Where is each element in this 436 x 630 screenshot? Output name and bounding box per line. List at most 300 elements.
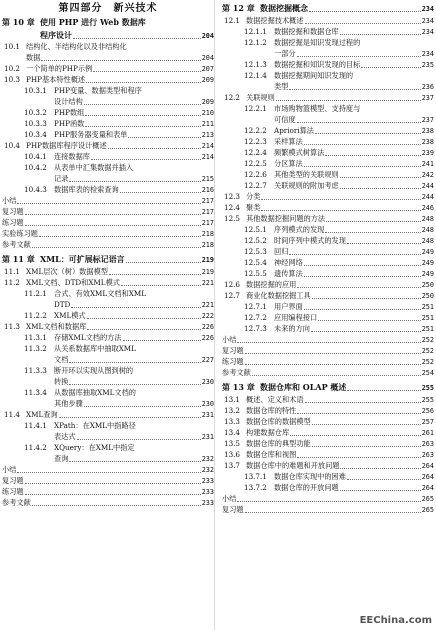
- toc-entry: [222, 438, 434, 449]
- toc-entry: [222, 482, 434, 493]
- entry-number: 12.2.5: [244, 159, 267, 168]
- dot-leader: [315, 127, 421, 134]
- entry-number: 13.4: [224, 428, 241, 437]
- dot-leader: [245, 347, 421, 354]
- dot-leader: [123, 334, 201, 341]
- entry-title: 参考文献: [2, 498, 31, 507]
- entry-number: 12.1.4: [244, 71, 267, 80]
- page-number: 249: [421, 248, 434, 256]
- entry-title: PHP数组: [54, 108, 85, 117]
- entry-number: 11.4: [4, 410, 21, 419]
- page-number: 234: [421, 28, 434, 36]
- entry-number: 11.3.3: [24, 366, 47, 375]
- dot-leader: [261, 193, 420, 200]
- dot-leader: [41, 54, 200, 61]
- entry-title: 使用 PHP 进行 Web 数据库: [40, 17, 146, 27]
- dot-leader: [340, 182, 421, 189]
- entry-title: XML文档和数据库: [26, 322, 87, 331]
- toc-entry: [2, 332, 214, 343]
- toc-entry: [222, 268, 434, 279]
- toc-entry: [222, 191, 434, 202]
- page-number: 219: [201, 268, 214, 276]
- toc-entry: [2, 63, 214, 74]
- page-number: 234: [421, 50, 434, 58]
- entry-title: 合式、有效XML文档和XML: [54, 289, 146, 298]
- dot-leader: [326, 215, 421, 222]
- page-number: 248: [421, 215, 434, 223]
- entry-title: 遗传算法: [274, 269, 303, 278]
- toc-entry: [2, 442, 214, 453]
- page-number: 251: [421, 325, 434, 333]
- page-number: 211: [201, 120, 214, 128]
- page-number: 252: [421, 358, 434, 366]
- entry-title: 表达式: [54, 432, 76, 441]
- dot-leader: [17, 197, 200, 204]
- toc-entry: [222, 103, 434, 114]
- toc-entry: [2, 475, 214, 486]
- entry-number: 12.1.3: [244, 60, 267, 69]
- entry-number: 12.7.1: [244, 302, 267, 311]
- entry-number: 11.4.2: [24, 443, 47, 452]
- toc-entry: [2, 321, 214, 332]
- toc-entry: [2, 96, 214, 107]
- entry-title: 数据: [26, 53, 41, 62]
- entry-title: 数据仓库和视图: [246, 450, 297, 459]
- toc-left-column: [2, 2, 214, 508]
- toc-entry: [2, 431, 214, 442]
- chapter-entry: [2, 16, 214, 29]
- toc-entry: [2, 464, 214, 475]
- dot-leader: [120, 186, 201, 193]
- dot-leader: [32, 499, 201, 506]
- toc-entry: [222, 367, 434, 378]
- dot-leader: [87, 312, 201, 319]
- watermark: EEChina.com: [359, 615, 432, 626]
- toc-entry: [222, 449, 434, 460]
- toc-entry: [222, 213, 434, 224]
- toc-entry: [2, 129, 214, 140]
- toc-entry: [2, 140, 214, 151]
- entry-title: 结构化、半结构化以及非结构化: [26, 42, 127, 51]
- entry-title: 数据仓库的特性: [246, 406, 297, 415]
- entry-number: 12.2.6: [244, 170, 267, 179]
- dot-leader: [71, 301, 200, 308]
- dot-leader: [312, 440, 421, 447]
- entry-title: 转换: [54, 377, 69, 386]
- entry-title: 文档: [54, 355, 69, 364]
- page-number: 217: [201, 197, 214, 205]
- toc-entry: [2, 118, 214, 129]
- dot-leader: [305, 396, 421, 403]
- toc-entry: [222, 301, 434, 312]
- entry-title: 从关系数据库中抽取XML: [54, 344, 136, 353]
- entry-title: 参考文献: [2, 240, 31, 249]
- dot-leader: [109, 268, 201, 275]
- entry-title: 数据仓库的开放问题: [274, 483, 339, 492]
- page-number: 254: [421, 369, 434, 377]
- entry-title: 记录: [54, 174, 69, 183]
- dot-leader: [86, 76, 201, 83]
- toc-entry: [2, 277, 214, 288]
- entry-title: 从数据库抽取XML文档的: [54, 388, 136, 397]
- entry-number: 12.7: [224, 291, 241, 300]
- entry-title: 数据挖掘技术概述: [246, 16, 304, 25]
- page-number: 265: [421, 495, 434, 503]
- entry-number: 12.5.2: [244, 236, 267, 245]
- toc-entry: [222, 394, 434, 405]
- entry-title: 关联规则: [246, 93, 275, 102]
- entry-number: 12.1: [224, 16, 241, 25]
- entry-number: 12.2.1: [244, 104, 267, 113]
- page-number: 231: [201, 433, 214, 441]
- toc-entry: [222, 235, 434, 246]
- entry-title: 数据挖掘和知识发现的目标: [274, 60, 361, 69]
- toc-entry: [2, 29, 214, 41]
- entry-number: 11.4.1: [24, 421, 47, 430]
- entry-title: 复习题: [222, 505, 244, 514]
- page-number: 232: [201, 455, 214, 463]
- entry-number: 10.4.1: [24, 152, 47, 161]
- part-title: 第四部分 新兴技术: [58, 3, 158, 14]
- page-number: 237: [421, 116, 434, 124]
- dot-leader: [261, 204, 420, 211]
- page-number: 204: [201, 32, 214, 40]
- page-number: 264: [421, 484, 434, 492]
- toc-entry: [222, 405, 434, 416]
- page-number: 242: [421, 171, 434, 179]
- toc-entry: [222, 70, 434, 81]
- entry-number: 13.3: [224, 417, 241, 426]
- entry-title: 从表单中汇集数据并插入: [54, 163, 134, 172]
- toc-entry: [222, 202, 434, 213]
- page-number: 218: [201, 230, 214, 238]
- dot-leader: [304, 138, 421, 145]
- dot-leader: [25, 208, 201, 215]
- page-number: 210: [201, 109, 214, 117]
- entry-number: 13.7.1: [244, 472, 267, 481]
- page-number: 239: [421, 149, 434, 157]
- dot-leader: [126, 256, 201, 263]
- entry-title: 构建数据仓库: [246, 428, 290, 437]
- toc-entry: [222, 416, 434, 427]
- dot-leader: [59, 411, 201, 418]
- entry-number: 12.5: [224, 214, 241, 223]
- entry-title: 其他数据挖掘问题的方法: [246, 214, 326, 223]
- toc-entry: [2, 387, 214, 398]
- toc-entry: [2, 195, 214, 206]
- page-number: 232: [201, 466, 214, 474]
- entry-number: 第 11 章: [2, 254, 35, 264]
- toc-entry: [222, 504, 434, 515]
- dot-leader: [340, 484, 421, 491]
- page-number: 227: [201, 356, 214, 364]
- entry-number: 11.2.1: [24, 289, 47, 298]
- toc-entry: [2, 354, 214, 365]
- page-number: 233: [201, 499, 214, 507]
- page-number: 216: [201, 186, 214, 194]
- entry-title: 参考文献: [222, 368, 251, 377]
- dot-leader: [32, 241, 201, 248]
- dot-leader: [252, 369, 421, 376]
- toc-entry: [2, 343, 214, 354]
- toc-entry: [2, 162, 214, 173]
- dot-leader: [121, 279, 201, 286]
- entry-title: XML层次（树）数据模型: [26, 267, 108, 276]
- page-number: 256: [421, 407, 434, 415]
- entry-title: 关联规则的附加考虑: [274, 181, 339, 190]
- entry-title: 小结: [222, 494, 237, 503]
- page-number: 219: [201, 256, 214, 264]
- entry-title: XPath：在XML中指路径: [54, 421, 136, 430]
- page-number: 251: [421, 314, 434, 322]
- toc-entry: [2, 310, 214, 321]
- page-number: 251: [421, 303, 434, 311]
- dot-leader: [297, 116, 421, 123]
- entry-title: 小结: [2, 465, 17, 474]
- entry-number: 11.1: [4, 267, 21, 276]
- page-number: 263: [421, 440, 434, 448]
- dot-leader: [17, 466, 200, 473]
- dot-leader: [361, 61, 420, 68]
- entry-title: 复习题: [222, 346, 244, 355]
- dot-leader: [276, 94, 421, 101]
- entry-number: 12.2: [224, 93, 241, 102]
- page-number: 215: [201, 175, 214, 183]
- toc-entry: [2, 420, 214, 431]
- entry-title: 连接数据库: [54, 152, 90, 161]
- toc-entry: [2, 497, 214, 508]
- dot-leader: [77, 433, 201, 440]
- page-number: 250: [421, 281, 434, 289]
- page-number: 248: [421, 226, 434, 234]
- entry-number: 12.5.4: [244, 258, 267, 267]
- toc-entry: [222, 81, 434, 92]
- dot-leader: [347, 237, 421, 244]
- dot-leader: [325, 226, 420, 233]
- page-number: 217: [201, 219, 214, 227]
- toc-entry: [2, 74, 214, 85]
- entry-number: 第 12 章: [222, 3, 255, 13]
- dot-leader: [84, 400, 201, 407]
- dot-leader: [347, 473, 421, 480]
- entry-title: 实验练习题: [2, 229, 38, 238]
- dot-leader: [85, 120, 200, 127]
- toc-entry: [2, 85, 214, 96]
- toc-entry: [2, 365, 214, 376]
- entry-title: 数据挖掘期间知识发现的: [274, 71, 354, 80]
- entry-title: XML查询: [26, 410, 58, 419]
- entry-number: 10.3.4: [24, 130, 47, 139]
- page-number: 249: [421, 259, 434, 267]
- dot-leader: [297, 451, 420, 458]
- page-number: 238: [421, 138, 434, 146]
- entry-title: XML：可扩展标记语言: [40, 254, 125, 264]
- entry-title: 序列模式的发现: [274, 225, 325, 234]
- entry-title: 数据仓库中的难题和开放问题: [246, 461, 340, 470]
- page-number: 264: [421, 462, 434, 470]
- toc-entry: [2, 206, 214, 217]
- entry-number: 12.2.2: [244, 126, 267, 135]
- entry-title: 其他类型的关联规则: [274, 170, 339, 179]
- entry-number: 10.1: [4, 42, 21, 51]
- entry-number: 12.5.3: [244, 247, 267, 256]
- entry-title: 数据库表的检索查询: [54, 185, 119, 194]
- entry-title: 采样算法: [274, 137, 303, 146]
- entry-title: 回归: [274, 247, 289, 256]
- dot-leader: [297, 281, 420, 288]
- chapter-entry: [2, 253, 214, 266]
- toc-entry: [2, 184, 214, 195]
- entry-number: 10.4.2: [24, 163, 47, 172]
- toc-entry: [222, 334, 434, 345]
- page-number: 248: [421, 237, 434, 245]
- dot-leader: [305, 17, 421, 24]
- toc-entry: [2, 239, 214, 250]
- toc-entry: [222, 257, 434, 268]
- page-number: 207: [201, 65, 214, 73]
- dot-leader: [85, 109, 200, 116]
- entry-number: 第 13 章: [222, 382, 255, 392]
- entry-title: XML模式: [54, 311, 86, 320]
- entry-title: PHP数据库程序设计概述: [26, 141, 107, 150]
- page-number: 252: [421, 347, 434, 355]
- dot-leader: [297, 407, 420, 414]
- page-number: 249: [421, 270, 434, 278]
- toc-entry: [2, 107, 214, 118]
- entry-title: 聚类: [246, 203, 261, 212]
- dot-leader: [312, 292, 421, 299]
- toc-entry: [222, 59, 434, 70]
- dot-leader: [309, 5, 421, 12]
- page-number: 238: [421, 127, 434, 135]
- page-number: 221: [201, 301, 214, 309]
- entry-number: 12.1.2: [244, 38, 267, 47]
- entry-title: PHP基本特性概述: [26, 75, 86, 84]
- entry-number: 11.3.2: [24, 344, 47, 353]
- page-number: 226: [201, 334, 214, 342]
- page-number: 235: [421, 61, 434, 69]
- entry-title: PHP函数: [54, 119, 85, 128]
- entry-title: 一部分: [274, 49, 296, 58]
- entry-title: 复习题: [2, 476, 24, 485]
- entry-number: 12.1.1: [244, 27, 267, 36]
- dot-leader: [340, 462, 420, 469]
- toc-entry: [222, 169, 434, 180]
- entry-number: 12.5.5: [244, 269, 267, 278]
- page-number: 209: [201, 98, 214, 106]
- entry-number: 13.6: [224, 450, 241, 459]
- page-number: 213: [201, 131, 214, 139]
- toc-entry: [222, 136, 434, 147]
- dot-leader: [245, 506, 421, 513]
- entry-title: 复习题: [2, 207, 24, 216]
- entry-title: DTD: [54, 300, 71, 309]
- toc-entry: [2, 376, 214, 387]
- page-number: 221: [201, 279, 214, 287]
- dot-leader: [69, 175, 200, 182]
- page-number: 261: [421, 429, 434, 437]
- toc-right-list: [222, 2, 434, 515]
- page-number: 226: [201, 323, 214, 331]
- entry-title: 数据仓库的数据模型: [246, 417, 311, 426]
- dot-leader: [237, 495, 420, 502]
- toc-entry: [2, 52, 214, 63]
- entry-title: 其他步骤: [54, 399, 83, 408]
- toc-entry: [222, 224, 434, 235]
- page-number: 236: [421, 83, 434, 91]
- toc-entry: [222, 158, 434, 169]
- entry-title: 存储XML文档的方法: [54, 333, 122, 342]
- dot-leader: [39, 230, 201, 237]
- chapter-entry: [222, 381, 434, 394]
- column-divider: [214, 0, 215, 630]
- dot-leader: [25, 488, 201, 495]
- entry-title: 数据仓库的典型功能: [246, 439, 311, 448]
- entry-number: 11.2.2: [24, 311, 47, 320]
- entry-title: PHP变量、数据类型和程序: [54, 86, 142, 95]
- toc-entry: [2, 453, 214, 464]
- entry-number: 12.2.7: [244, 181, 267, 190]
- entry-title: Apriori算法: [274, 126, 314, 135]
- entry-number: 11.3.4: [24, 388, 47, 397]
- entry-title: 数据挖掘的应用: [246, 280, 297, 289]
- page-number: 244: [421, 182, 434, 190]
- entry-title: 断开环以实现从图到树的: [54, 366, 134, 375]
- dot-leader: [69, 455, 200, 462]
- page-number: 214: [201, 142, 214, 150]
- entry-number: 13.5: [224, 439, 241, 448]
- toc-entry: [222, 26, 434, 37]
- page-number: 237: [421, 94, 434, 102]
- dot-leader: [91, 153, 201, 160]
- dot-leader: [73, 32, 201, 39]
- dot-leader: [93, 65, 200, 72]
- toc-entry: [2, 486, 214, 497]
- toc-entry: [222, 290, 434, 301]
- entry-title: 分区算法: [274, 159, 303, 168]
- dot-leader: [25, 477, 201, 484]
- toc-entry: [2, 217, 214, 228]
- page-number: 217: [201, 208, 214, 216]
- page-number: 263: [421, 451, 434, 459]
- entry-number: 12.4: [224, 203, 241, 212]
- entry-title: 小结: [222, 335, 237, 344]
- page-number: 264: [421, 473, 434, 481]
- entry-number: 12.3: [224, 192, 241, 201]
- entry-title: 数据挖掘概念: [260, 3, 308, 13]
- entry-title: 分类: [246, 192, 261, 201]
- entry-title: 用户界面: [274, 302, 303, 311]
- entry-number: 13.7: [224, 461, 241, 470]
- toc-entry: [2, 151, 214, 162]
- entry-title: 时间序列中模式的发现: [274, 236, 346, 245]
- page-number: 233: [201, 488, 214, 496]
- entry-title: 练习题: [2, 218, 24, 227]
- dot-leader: [87, 323, 200, 330]
- dot-leader: [318, 314, 421, 321]
- entry-number: 13.2: [224, 406, 241, 415]
- entry-title: 查询: [54, 454, 69, 463]
- entry-number: 12.2.3: [244, 137, 267, 146]
- entry-title: 练习题: [222, 357, 244, 366]
- entry-number: 10.3.3: [24, 119, 47, 128]
- toc-entry: [222, 427, 434, 438]
- dot-leader: [347, 384, 420, 391]
- toc-entry: [2, 41, 214, 52]
- dot-leader: [304, 259, 421, 266]
- dot-leader: [128, 131, 200, 138]
- entry-title: 频繁模式树算法: [274, 148, 325, 157]
